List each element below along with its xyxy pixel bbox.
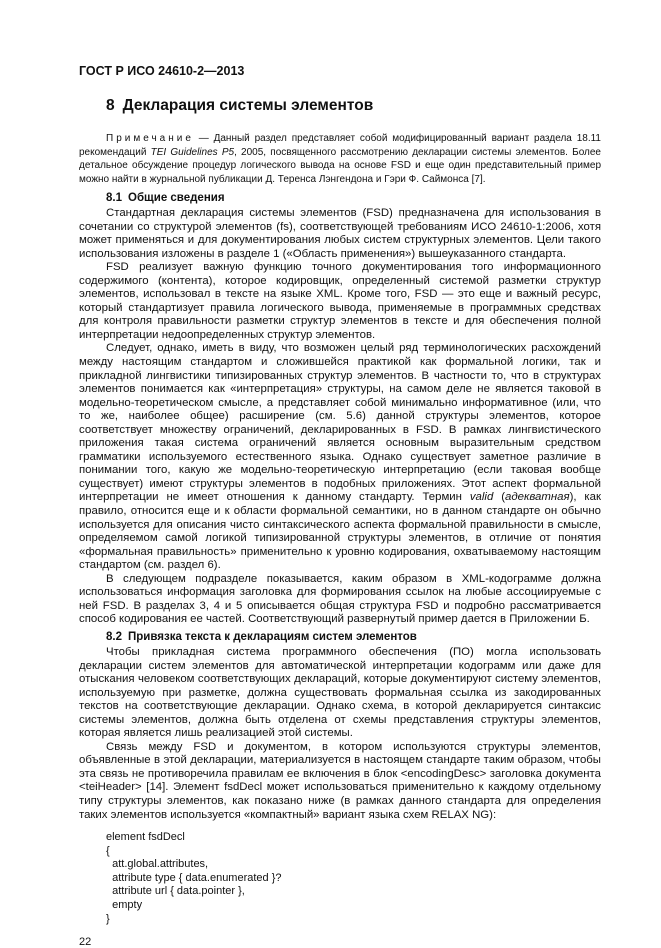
document-header: ГОСТ Р ИСО 24610-2—2013: [79, 64, 245, 78]
note-paragraph: [79, 132, 601, 186]
text: (: [493, 491, 505, 504]
document-page: [79, 64, 601, 948]
text: Следует, однако, иметь в виду, что возможен целый ряд терминологических расхождений между настоящим стандартом и сложившейся практикой как формальной логики, так и прикладной лингвистики типизированных структур элементов. В частности то, что в структурах элементов понимается как «интерпретация» структуры, на самом деле не является таковой в модельно-теоретическом смысле, а представляет собой минимально информативное (или, что то же, наиболее общее) расширение (см. 5.6) данной структуры элементов, которое соответствует множеству ограничений, декларированных в FSD. В рамках лингвистического приложения такая система ограничений является основным выразительным средством грамматики используемого естественного языка. Однако существует заметное различие в понимании того, какую же модельно-теоретическую интерпретацию (если таковая вообще существует) имеют структуры элементов в подобных приложениях. Этот аспект формальной интерпретации не имеет отношения к данному стандарту. Термин: [79, 342, 601, 504]
code-line: attribute type { data.enumerated }?: [106, 871, 282, 884]
paragraph: В следующем подразделе показывается, каким образом в XML-кодограмме должна использоваться информация заголовка для формирования ссылок на любые ассоциируемые с ней FSD. В разделах 3, 4 и 5 описывается общая структура FSD и подробно рассматривается способ кодирования ее частей. Соответствующий развернутый пример дается в Приложении Б.: [79, 572, 601, 626]
note-text: — Данный раздел представляет собой модифицированный вариант раздела 18.11 рекомендаций: [79, 133, 601, 158]
subsection-heading-8-2: [106, 630, 601, 644]
code-line: attribute url { data.pointer },: [106, 885, 245, 898]
code-line: }: [106, 912, 110, 925]
note-label: Примечание: [106, 133, 194, 144]
section-heading: [106, 97, 601, 115]
section-title: Декларация системы элементов: [122, 97, 374, 114]
paragraph: FSD реализует важную функцию точного документирования того информационного содержимого (контента), которое кодировщик, определенный системой разметки структур элементов, использовал в тексте на языке XML. Кроме того, FSD — это еще и важный ресурс, который стандартизует правила логического вывода, применяемые в программных средствах для контроля правильности разметки структур элементов в тексте и для обеспечения полной интерпретации недоопределенных структур элементов.: [79, 261, 601, 341]
code-block: [106, 831, 601, 926]
term-italic: адекватная: [505, 491, 570, 504]
subsection-heading-8-1: [106, 191, 601, 205]
subsection-title: Привязка текста к декларациям систем элементов: [128, 630, 417, 643]
section-number: 8: [106, 97, 115, 114]
subsection-number: 8.1: [106, 192, 122, 204]
page-number: 22: [79, 936, 92, 948]
note-text-end: , 2005, посвященного рассмотрению декларации системы элементов. Более детальное обсуждение процедур логического вывода на основе FSD и еще один представительный пример можно найти в журнальной публикации Д. Теренса Лэнгендона и Гэри Ф. Саймонса [7].: [79, 146, 601, 185]
subsection-title: Общие сведения: [128, 192, 225, 204]
paragraph: Стандартная декларация системы элементов (FSD) предназначена для использования в сочетании со структурой элементов (fs), соответствующей требованиям ИСО 24610-1:2006, хотя может применяться и для документирования любых систем структурных элементов. Цели такого использования изложены в разделе 1 («Область применения») вышеуказанного стандарта.: [79, 207, 601, 260]
paragraph: [79, 342, 601, 572]
paragraph: Связь между FSD и документом, в котором используются структуры элементов, объявленные в этой декларации, материализуется в настоящем стандарте таким образом, чтобы эта связь не противоречила правилам ее включения в блок <encodingDesc> заголовка документа <teiHeader> [14]. Элемент fsdDecl может использоваться применительно к каждому отдельному типу структуры элементов, как показано ниже (в рамках данного стандарта для определения таких элементов используется «компактный» вариант языка схем RELAX NG):: [79, 740, 601, 821]
note-italic: TEI Guidelines P5: [150, 146, 235, 158]
code-line: att.global.attributes,: [106, 858, 209, 871]
code-line: empty: [106, 899, 143, 912]
subsection-number: 8.2: [106, 630, 122, 643]
text: ), как правило, относится еще и к области формальной семантики, но в данном стандарте он обычно используется для описания чисто синтаксического аспекта формальной правильности в смысле, определяемом самой логикой типизированной структуры элементов, в отличие от понятия «формальная правильность» применительно к уровню кодирования, охватываемому настоящим стандартом (см. раздел 6).: [79, 491, 601, 572]
code-line: element fsdDecl: [106, 831, 185, 844]
paragraph: Чтобы прикладная система программного обеспечения (ПО) могла использовать декларации систем элементов для автоматической интерпретации кодограмм или даже для отыскания человеком соответствующих деклараций, которые документируют систему элементов, используемую при разметке, должна существовать формальная ссылка из закодированных текстов на соответствующие декларации. Однако схема, в которой декларируется синтаксис системы элементов, должна быть отделена от схемы представления структуры элементов, которая является лишь реализацией этой системы.: [79, 645, 601, 740]
code-line: {: [106, 844, 110, 857]
term-italic: valid: [469, 491, 494, 504]
